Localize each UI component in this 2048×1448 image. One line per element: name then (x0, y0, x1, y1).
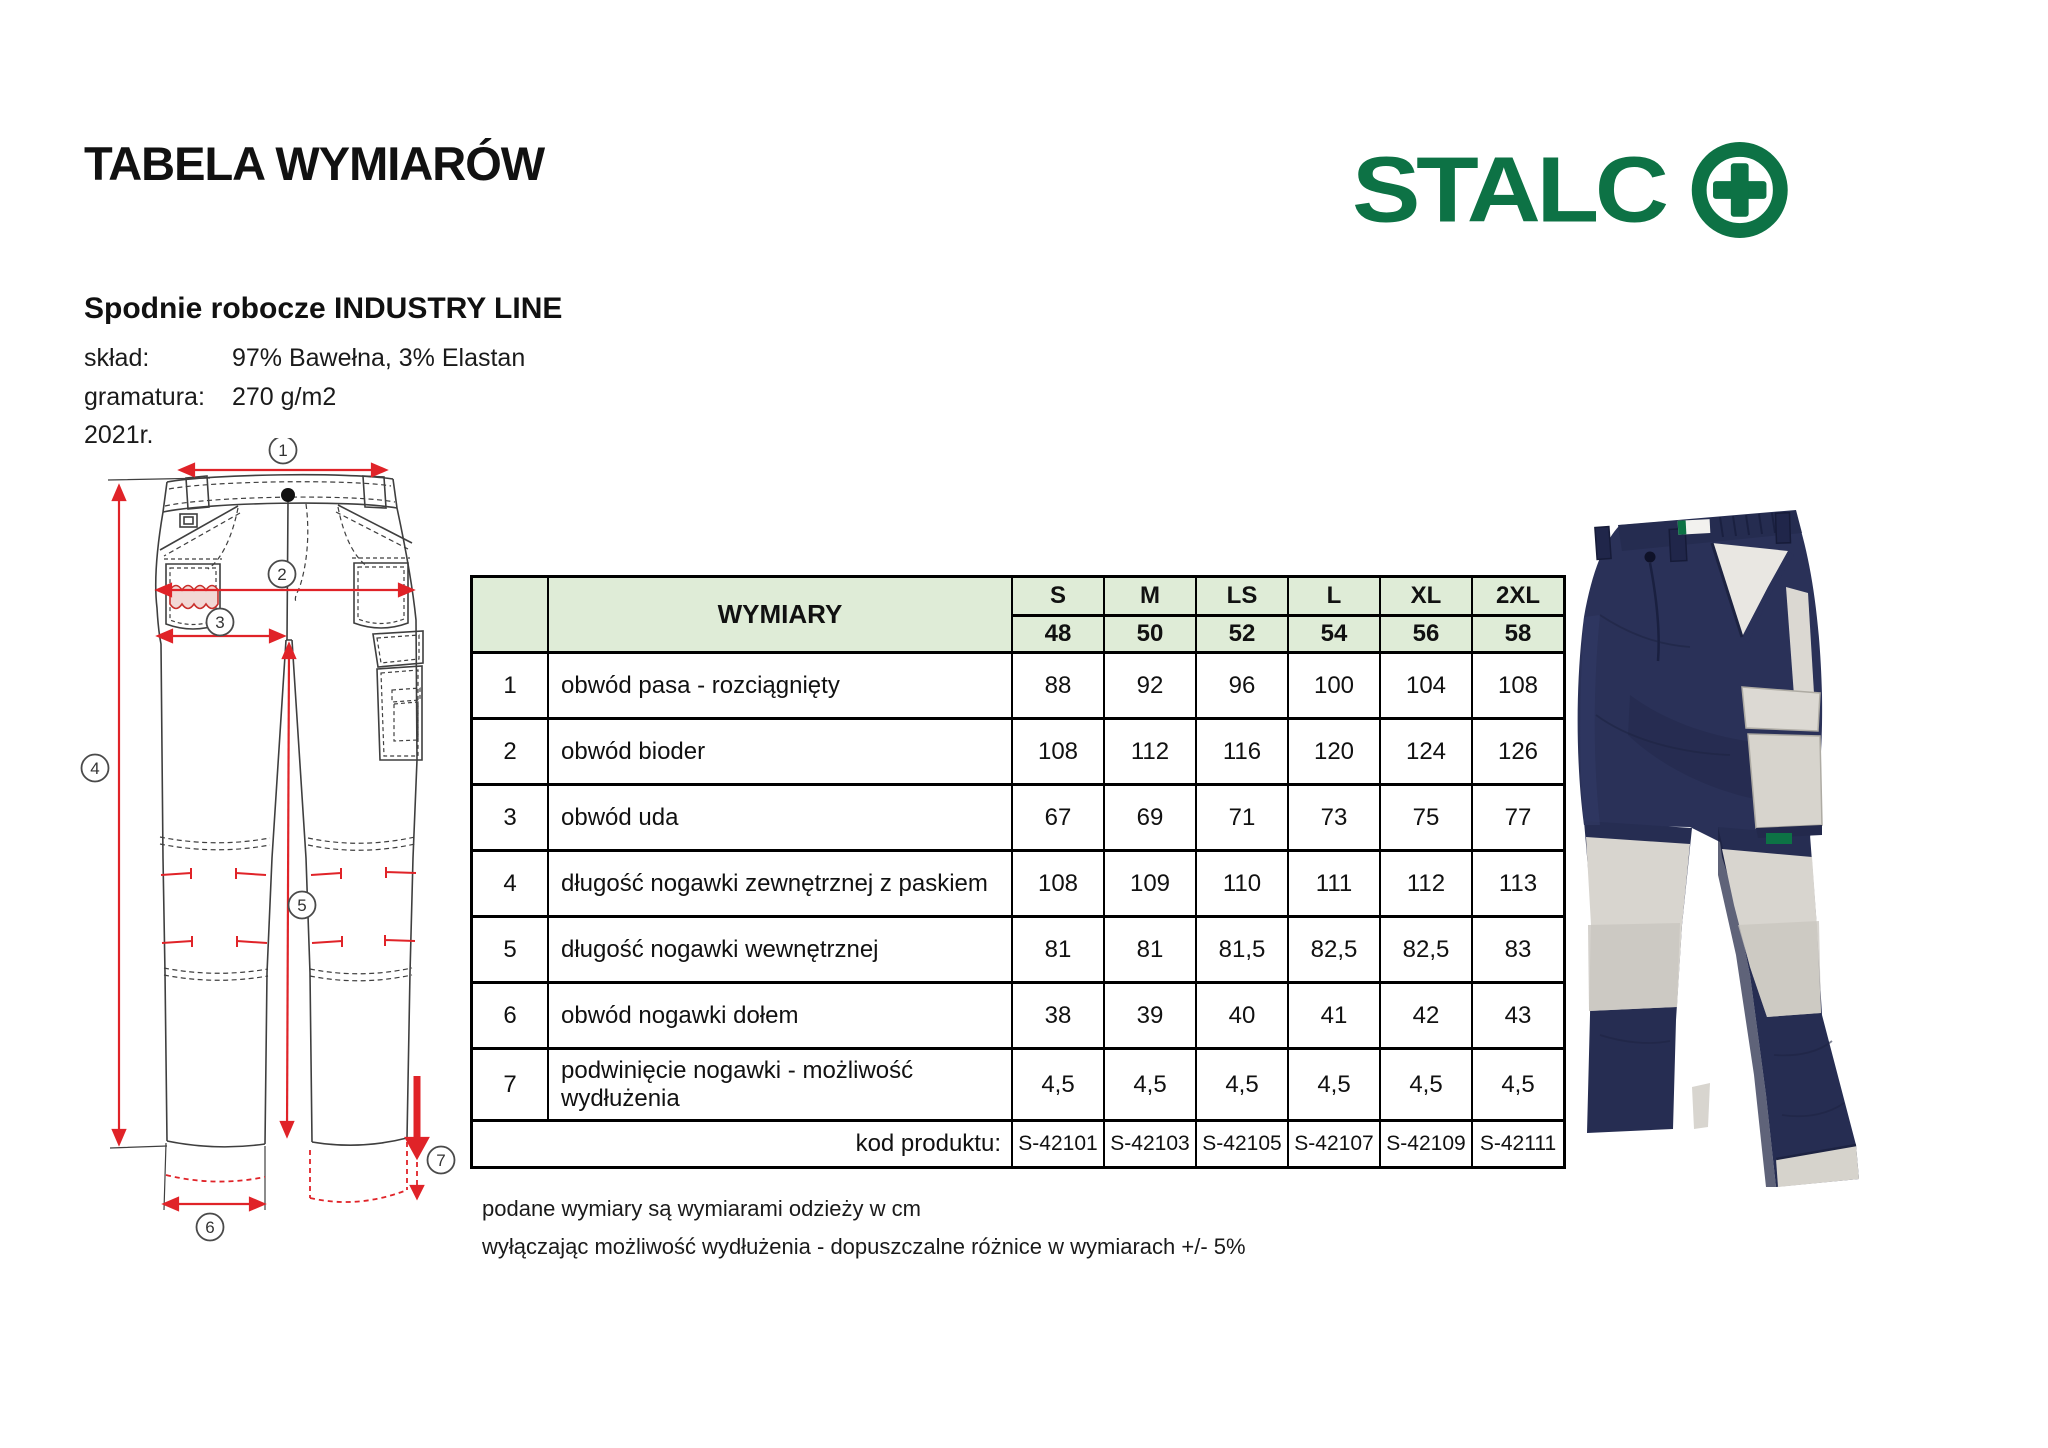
svg-text:3: 3 (215, 613, 225, 632)
marker-1 (270, 438, 297, 464)
marker-5 (289, 892, 316, 919)
row-label: podwinięcie nogawki - możliwość wydłużenia (547, 1047, 1011, 1119)
row-value: 4,5 (1195, 1047, 1287, 1119)
size-header: LS (1195, 578, 1287, 614)
marker-2 (269, 561, 296, 588)
waist-label-tag (1678, 519, 1711, 535)
row-label: obwód uda (547, 783, 1011, 849)
size-header: L (1287, 578, 1379, 614)
row-value: 4,5 (1287, 1047, 1379, 1119)
row-value: 4,5 (1011, 1047, 1103, 1119)
size-header: M (1103, 578, 1195, 614)
row-value: 43 (1471, 981, 1563, 1047)
trouser-outline (108, 475, 423, 1210)
cargo-brand-tag (1766, 833, 1792, 844)
photo-button (1645, 552, 1656, 563)
row-value: 108 (1471, 651, 1563, 717)
marker-7 (428, 1147, 455, 1174)
size-header: S (1011, 578, 1103, 614)
diagram-markers (82, 438, 455, 1241)
product-name: Spodnie robocze INDUSTRY LINE (84, 292, 563, 325)
note-tolerance: wyłączając możliwość wydłużenia - dopuszczalne różnice w wymiarach +/- 5% (482, 1234, 1246, 1259)
product-code: S-42107 (1287, 1119, 1379, 1166)
product-code: S-42101 (1011, 1119, 1103, 1166)
row-label: obwód nogawki dołem (547, 981, 1011, 1047)
row-value: 73 (1287, 783, 1379, 849)
size-number: 52 (1195, 614, 1287, 651)
row-value: 96 (1195, 651, 1287, 717)
row-value: 111 (1287, 849, 1379, 915)
size-number: 58 (1471, 614, 1563, 651)
product-code: S-42111 (1471, 1119, 1563, 1166)
svg-text:4: 4 (90, 759, 100, 778)
size-table (470, 575, 1566, 1169)
row-value: 4,5 (1471, 1047, 1563, 1119)
row-number: 4 (473, 849, 547, 915)
row-value: 40 (1195, 981, 1287, 1047)
row-number: 6 (473, 981, 547, 1047)
row-value: 81,5 (1195, 915, 1287, 981)
row-value: 4,5 (1379, 1047, 1471, 1119)
composition-value: 97% Bawełna, 3% Elastan (232, 344, 526, 372)
stalco-logo-text: STALC (1352, 138, 1667, 240)
plus-circle-icon (1699, 149, 1780, 230)
trousers-photo (1570, 495, 2040, 1195)
svg-text:5: 5 (297, 896, 307, 915)
row-value: 41 (1287, 981, 1379, 1047)
row-label: długość nogawki wewnętrznej (547, 915, 1011, 981)
size-header: 2XL (1471, 578, 1563, 614)
row-value: 100 (1287, 651, 1379, 717)
product-code: S-42103 (1103, 1119, 1195, 1166)
row-number: 5 (473, 915, 547, 981)
row-value: 108 (1011, 717, 1103, 783)
row-value: 82,5 (1287, 915, 1379, 981)
left-hem-cuff (1692, 1083, 1710, 1129)
marker-3 (207, 609, 234, 636)
row-value: 124 (1379, 717, 1471, 783)
header-corner-cell (473, 578, 547, 651)
row-label: długość nogawki zewnętrznej z paskiem (547, 849, 1011, 915)
row-value: 39 (1103, 981, 1195, 1047)
row-value: 104 (1379, 651, 1471, 717)
year-value: 2021r. (84, 421, 154, 449)
svg-text:1: 1 (278, 441, 288, 460)
row-value: 116 (1195, 717, 1287, 783)
row-value: 112 (1379, 849, 1471, 915)
marker-4 (82, 755, 109, 782)
weight-value: 270 g/m2 (232, 383, 337, 411)
weight-label: gramatura: (84, 383, 205, 411)
row-value: 110 (1195, 849, 1287, 915)
row-number: 1 (473, 651, 547, 717)
product-code-label: kod produktu: (473, 1119, 1011, 1166)
row-value: 112 (1103, 717, 1195, 783)
composition-label: skład: (84, 344, 150, 372)
weight-row (84, 383, 337, 412)
row-value: 38 (1011, 981, 1103, 1047)
product-code: S-42105 (1195, 1119, 1287, 1166)
waist-button (281, 488, 295, 502)
row-value: 4,5 (1103, 1047, 1195, 1119)
row-value: 81 (1103, 915, 1195, 981)
row-number: 7 (473, 1047, 547, 1119)
row-label: obwód pasa - rozciągnięty (547, 651, 1011, 717)
row-value: 113 (1471, 849, 1563, 915)
row-value: 69 (1103, 783, 1195, 849)
row-value: 42 (1379, 981, 1471, 1047)
row-value: 120 (1287, 717, 1379, 783)
size-number: 48 (1011, 614, 1103, 651)
row-value: 88 (1011, 651, 1103, 717)
row-value: 83 (1471, 915, 1563, 981)
product-code: S-42109 (1379, 1119, 1471, 1166)
stalco-logo (1352, 138, 1807, 240)
svg-text:2: 2 (277, 565, 287, 584)
row-value: 109 (1103, 849, 1195, 915)
row-value: 108 (1011, 849, 1103, 915)
row-value: 92 (1103, 651, 1195, 717)
row-value: 67 (1011, 783, 1103, 849)
row-value: 82,5 (1379, 915, 1471, 981)
row-value: 126 (1471, 717, 1563, 783)
size-header: XL (1379, 578, 1471, 614)
svg-text:6: 6 (205, 1218, 215, 1237)
trousers-measurement-diagram (60, 438, 480, 1283)
row-value: 77 (1471, 783, 1563, 849)
row-number: 3 (473, 783, 547, 849)
note-units: podane wymiary są wymiarami odzieży w cm (482, 1196, 921, 1221)
composition-row (84, 344, 526, 373)
row-label: obwód bioder (547, 717, 1011, 783)
size-number: 50 (1103, 614, 1195, 651)
svg-text:7: 7 (436, 1151, 446, 1170)
size-number: 56 (1379, 614, 1471, 651)
row-value: 75 (1379, 783, 1471, 849)
row-value: 81 (1011, 915, 1103, 981)
marker-6 (197, 1214, 224, 1241)
row-number: 2 (473, 717, 547, 783)
page-title: TABELA WYMIARÓW (84, 137, 545, 190)
header-wymiary: WYMIARY (547, 578, 1011, 651)
size-number: 54 (1287, 614, 1379, 651)
row-value: 71 (1195, 783, 1287, 849)
